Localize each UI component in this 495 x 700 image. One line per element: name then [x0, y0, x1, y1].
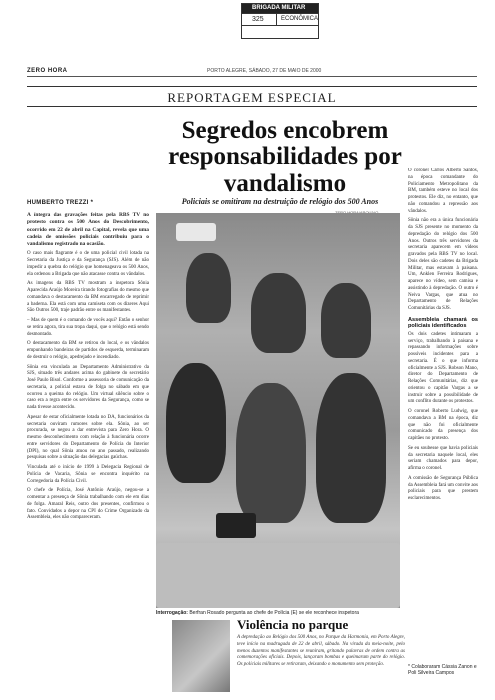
article-paragraph: Se eu soubesse que havia policiais da secretaria naquele local, eles seriam chamados para depor, afirma o coronel.: [408, 445, 478, 471]
article-paragraph: As imagens da RBS TV mostram a inspetora Sônia Aparecida Araújo Moreira tirando fotografias do mesmo que comandava o destacamento da BM encarregado de reprimir a baderna. Ela está com uma camiseta com os dizeres Aqui São Outros 500, traje padrão entre os manifestantes.: [27, 281, 149, 314]
stamp-number: 325: [242, 14, 277, 25]
article-column-left: [27, 212, 149, 692]
article-paragraph: A íntegra das gravações feitas pela RBS TV no protesto contra os 500 Anos do Descobrimento, ocorrido em 22 de abril na Capital, revela que uma cadeia de omissões policiais contribuiu para o vandalismo registrado na ocasião.: [27, 212, 149, 248]
section-rule-bottom: [27, 106, 477, 107]
article-paragraph: O coronel Roberto Ludwig, que comandava a BM na época, diz que não foi oficialmente comunicado da presença dos capitães no protesto.: [408, 409, 478, 441]
photo-detail: [251, 273, 306, 353]
photo-detail: [316, 373, 386, 523]
footnote: * Colaboraram Cássia Zanon e Poli Silveira Campos: [408, 664, 477, 676]
article-paragraph: Sônia não era a única funcionária da SJS presente no momento da depredação do relógio dos 500 Anos. Outros três servidores da secretaria aparecem em vídeos gravados pela RBS TV no local. Dois deles são cadetes da Brigada Militar, mas estavam à paisana. Um, Anklen Ferreira Rodrigues, aparece no vídeo, sem camisa e assistindo à depredação. O outro é Neiva Vargas, que atua no Departamento de Relações Comunitárias da SJS.: [408, 218, 478, 311]
article-column-right: [408, 168, 478, 662]
subheadline: Policiais se omitiram na destruição de relógio dos 500 Anos: [181, 197, 379, 206]
photo-detail: [156, 543, 400, 608]
article-paragraph: Apesar de estar oficialmente lotada no DA, funcionários da secretaria ouviram rumores sobre ela. Sônia, ao ser procurada, se negou a dar entrevista para Zero Hora. O mesmo desconhecimento com relação à funcionária ocorre entre servidores do Departamento de Polícia do Interior (DPI), no qual Sônia atuou no ano passado, realizando pesquisas sobre a situação das delegacias gaúchas.: [27, 414, 149, 461]
article-paragraph: – Mas de quem é o comando de vocês aqui? Então o senhor se retira agora, tira sua tropa daqui, que o relógio está sendo desmontado.: [27, 318, 149, 337]
column-subheading: Assembleia chamará os policiais identificados: [408, 316, 478, 329]
box-title: Violência no parque: [237, 617, 349, 632]
paper-date: PORTO ALEGRE, SÁBADO, 27 DE MAIO DE 2000: [207, 68, 322, 74]
article-paragraph: O destacamento da BM se retirou do local, e os vândalos empunhando bandeiras de partidos de esquerda, terminaram de destruir o relógio, apedrejado e incendiado.: [27, 341, 149, 360]
article-paragraph: A comissão de Segurança Pública da Assembleia fará um convite aos policiais para que prestem esclarecimentos.: [408, 475, 478, 501]
stamp-label: ECONÔMICA: [280, 16, 318, 22]
article-paragraph: Os dois cadetes intimaram a serviço, trabalhando à paisana e repassando informações sobre possíveis incidentes para a secretaria. É o que informa oficialmente a SJS. Robson Mano, diretor do Departamento de Relações Comunitárias, diz que orientou o capitão Vargas a se instruir sobre a possibilidade de um conflito durante os protestos.: [408, 331, 478, 405]
caption-text: Berfran Rosado pergunta ao chefe de Polícia (E) se ele reconhece inspetora: [189, 610, 359, 616]
photo-detail: [216, 513, 256, 538]
paper-name: ZERO HORA: [27, 68, 68, 74]
stamp-department: BRIGADA MILITAR: [242, 4, 318, 13]
photo-detail: [176, 223, 216, 241]
headline: Segredos encobrem responsabilidades por vandalismo: [168, 117, 402, 197]
section-title: REPORTAGEM ESPECIAL: [167, 90, 337, 105]
photo-detail: [186, 253, 231, 323]
caption-label: Interrogação:: [156, 610, 188, 616]
byline: HUMBERTO TREZZI *: [27, 200, 94, 206]
section-rule-top: [27, 86, 477, 87]
archive-stamp: [241, 3, 319, 39]
article-paragraph: O chefe de Polícia, José Antônio Araújo, negou-se a comentar a presença de Sônia trabalhando com ele em dias de folga. Amaral Reis, outro dos presentes, confirmou o fato. Convidados a depor na CPI do Crime Organizado da Assembleia, eles não compareceram.: [27, 488, 149, 521]
photo-detail: [321, 283, 371, 358]
article-photo: [156, 213, 400, 608]
article-paragraph: Sônia era vinculada ao Departamento Administrativo da SJS, situado três andares acima do gabinete do secretário José Paulo Bisol. Conforme a assessoria de comunicação da secretaria, a policial estava de folga no sábado em que ocorreu a queima do relógio. Um virtual silêncio sobre o caso era a regra entre os servidores da Segurança, como se nada tivesse acontecido.: [27, 364, 149, 411]
photo-detail: [166, 363, 226, 483]
article-paragraph: O caso mais flagrante é o de uma policial civil lotada na Secretaria da Justiça e da Segurança (SJS). Além de não impedir a quebra do relógio que homenageava os 500 Anos, ela ordenou a Brigada que não atacasse contra os vândalos.: [27, 251, 149, 277]
box-photo: [172, 620, 230, 692]
article-paragraph: Vinculada até o início de 1999 à Delegacia Regional de Polícia de Vacaria, Sônia se encontra inquérito na Corregedoria da Polícia Civil.: [27, 465, 149, 484]
box-text: A depredação ao Relógio dos 500 Anos, no Parque da Harmonia, em Porto Alegre, teve início na madrugada de 22 de abril, sábado. Na virada da meia-noite, pelo menos duzentos manifestantes se reuniram, gritando palavras de ordem contra as comemorações oficiais. Depois, lançaram bombas e queimaram parte do relógio. Os policiais militares se retiraram, deixando o monumento sem proteção.: [237, 635, 405, 667]
photo-detail: [236, 383, 306, 523]
masthead: [27, 68, 477, 77]
photo-caption: [156, 610, 406, 616]
article-paragraph: O coronel Carlos Alberto Santos, na época comandante do Policiamento Metropolitano da BM, também esteve no local dos protestos. Ele diz, no entanto, que não comandou a repressão aos vândalos.: [408, 168, 478, 214]
